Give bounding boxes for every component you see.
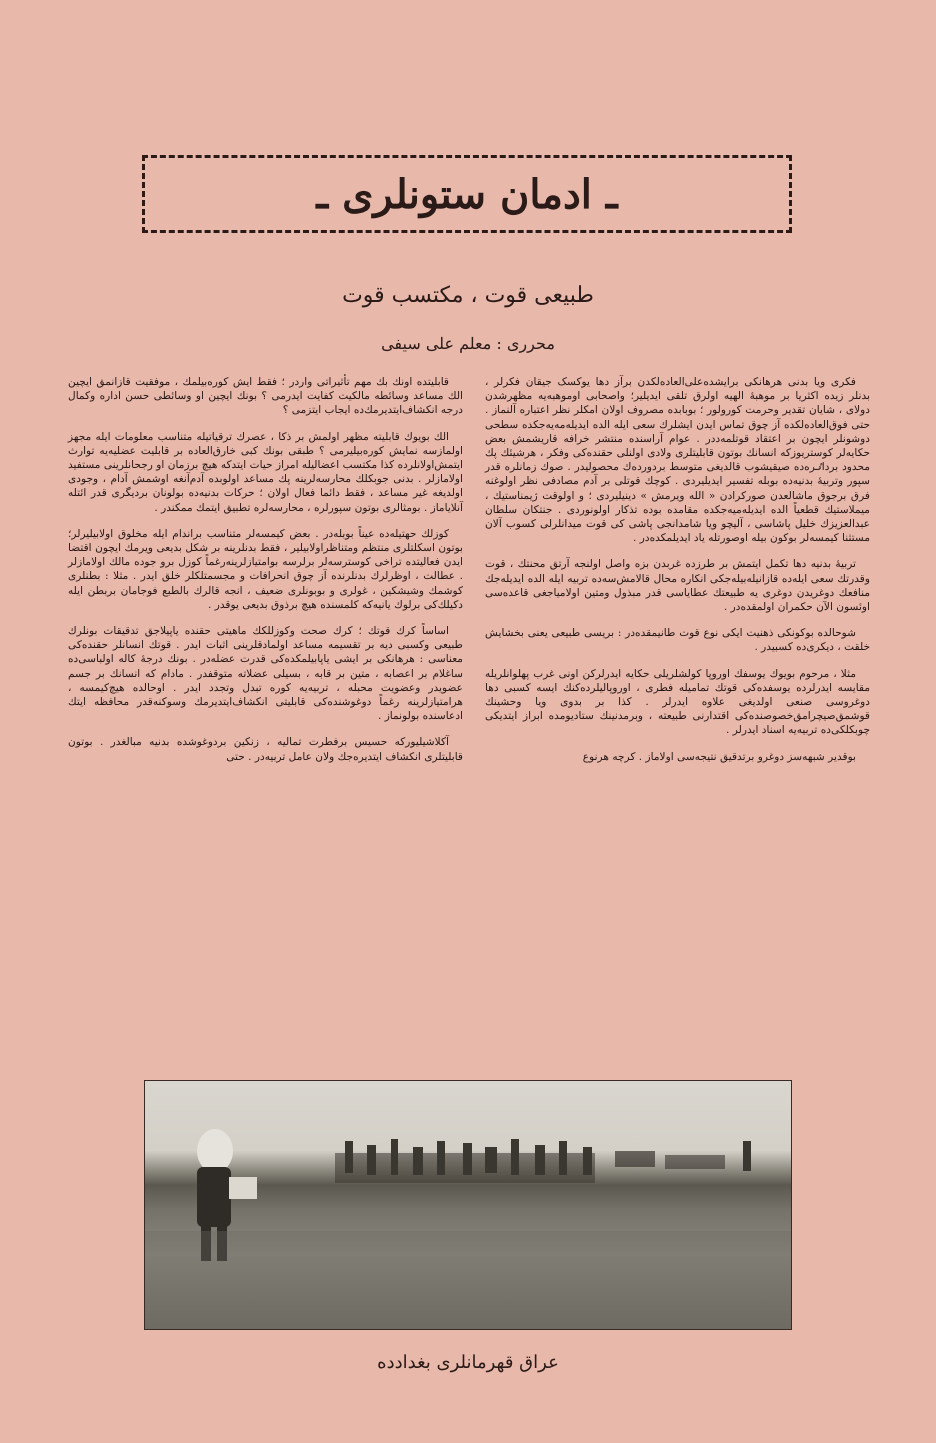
paragraph: فکری ویا بدنی هرهانکی برایشده‌علی‌العاده‌لکدن برآز دها یوکسک جیقان فکرلر ، بدنلر زیده اکثریا بر موهبهٔ الهیه اولرق تلقی ایدیلیر؛ واصحابی اوموهبه‌یه مظهرشدن دولای ، شایان تقدیر وحرمت کورولور ؛ بوبابده مصروف اولان امکلر نظر اعتباره آلنماز . حتی فوق‌العاده‌لکده آز چوق تماس ایدن ایشلرك سعی ایله الده ایدیله‌مه‌یه‌جکده سطحی دوشونلر ایچون بر اعتقاد قوتلمه‌ددر . عوام آراسنده منتشر خرافه قاریشمش بعض حکایه‌لر کوستریوزکه انسانك بوتون قابلیتلری ولادی اولنلی حقنده‌کی وفکر ، هرشیئك پك محدود برداٸره‌ده صیقیشوب قالدیغی متوسط بردورده‌ك محصولیدر . صوك زمانلره قدر سپور وتربیهٔ بدنیه‌ده بوبله تفسیر ایدیلیردی . کوچك قوتلی بر آدم مصادفی نظر اولوغنه فرق برجوق ماشالعدن صورکرادن « الله ویرمش » دینیلیردی ؛ و اولوقت ژیمناستیك ، میملاستیك قطعیاً الده ایدیله‌میه‌جکده مقامده بوده تذکار اولونوردی . جنتکان سلطان عبدالعزیزك خلیل پاشاسی ، آلیچو ویا شامدانجی پاشی کی قوت میدانلرلی کسوب آلان مستثنا کیمسه‌لر بوکون بیله اوصورتله یاد ایدیلمکده‌در . (485, 376, 870, 545)
section-header-title: ـ ادمان ستونلری ـ (316, 170, 618, 218)
paragraph: تربیهٔ بدنیه دها تکمل ایتمش بر طرزده غربدن بزه واصل اولنجه آرتق محنتك ، قوت وقدرتك سعی ایله‌ده قازانیله‌بیله‌جکی انکاره محال قالامش‌سه‌ده تربیه ایله الده ایدیله‌جك منافعك دوغریدن دوغری یه طبیعتك عطایاسی قدر مبذول ومتین اولامیاجغی قاعده‌سی اوئسون الآن حکمران اولمقده‌در . (485, 558, 870, 614)
paragraph: الك بویوك قابلیته مظهر اولمش بر ذکا ، عصرك ترقیاتیله متناسب معلومات ایله مجهز اولمازسه نمایش کوره‌بیلیرمی ؟ طبقی بونك کبی خارق‌العاده بر قابلیت عضلیه‌یه توارث ایتمش‌اولانلرده کذا مکتسب اعضالیله امراز حیات ایتدکه هیچ برزمان او رجحانلرینی مستفید اولامازلر . بدنی جوبکلك محارسه‌لرینه پك مساعد اولوبده آدم‌آنغه اوشمش آدام ، وجودی اولدیغه غیر مساعد ، فقط دائما فعال اولان ؛ حرکات بدنیه‌ده بولونان بردیگری قدر ائتله آنلایاماز . بومثالری بوتون سپورلره ، محارسه‌لره تطبیق ایتمك ممکندر . (68, 430, 463, 514)
photo-scene-icon (145, 1081, 791, 1329)
paragraph: قابلیتده اونك بك مهم تأثیراتی واردر ؛ فقط ایش کوره‌بیلمك ، موفقیت قازانمق ایچین الك مساعد وسائطه مالکیت کفایت ایدرمی ؟ بونك ایچین او وسائطی حسن اداره وکمال درجه انکشاف‌ایتدیرمك‌ده ایجاب ایتزمی ؟ (68, 376, 463, 417)
photo-caption: عراق قهرمانلری بغدادده (377, 1352, 559, 1373)
paragraph: شوحالده بوکونکی ذهنیت ایکی نوع قوت طانیمقده‌در : بریسی طبیعی یعنی بخشایش خلقت ، دیکری‌ده کسبیدر . (485, 627, 870, 654)
paragraph: آکلاشیلیورکه حسیس برفطرت تمالیه ، زنکین بردوغوشده بدنیه مبالغدر . بوتون قابلیتلری انکشاف ایتدیره‌جك ولان عامل تربیه‌در . حتی (68, 736, 463, 763)
news-photo (144, 1080, 792, 1330)
article-byline: محرری : معلم علی سیفی (381, 334, 555, 353)
article-title: طبیعی قوت ، مکتسب قوت (342, 283, 594, 308)
paragraph: مثلا ، مرحوم بویوك یوسفك اوروپا کولشلریلی حکایه ایدرلرکن اونی غرب پهلوانلریله مقایسه ایدرلرده یوسفده‌کی قوتك تمامیله فطری ، اوروپالیلرده‌کنك ایسه کسبی دها دوغروسی صنعی اولدیغی علاوه ایدرلر . کذا بر بدوی ویا وحشینك قوشمق‌صیچرامق‌خصوصنده‌کی اقتدارنی طبیعته ، وبرمدنینك ستادیومده ابراز ایتدیکی چوبکلکی‌ده تربیه‌یه اسناد ایدرلر . (485, 667, 870, 737)
paragraph: اساساً کرك قوتك ؛ کرك صحت وکوزللکك ماهیتی حقنده یاپیلاجق تدقیقات بونلرك طبیعی وکسبی دیه بر تقسیمه مساعد اولمادقلرینی اثبات ایدر . قوتك انسانلر حقنده‌کی معناسی : هرهانکی بر ایشی یاپابیلمکده‌کی قدرت عضله‌در . بونك درجهٔ کاله اولباسی‌ده ساغلام بر اعصابه ، متین بر قابه ، بسیلی عضلاته متوقفدر . مادام که انسانك بر جسم عضویدر وعضویت محبله ، تربیه‌یه کوره تبدل وتجدد ایدر . اوحالده هیچ‌کیمسه ، هرامتیازلرینه رغماً دوغوشنده‌کی قابلیتی انکشاف‌ایتدیرمك وسوکنه‌قدر محافظه ایتك ادعاسنده بولونماز . (68, 625, 463, 723)
paragraph: کوزلك حهتیله‌ده عیناً بوبله‌در . بعض کیمسه‌لر متناسب براندام ایله مخلوق اولابیلیرلر؛ بوتون اسکلتلری منتظم ومتناظراولابیلیر ، فقط بدنلرینه بر شکل بدیعی ویرمك ایچون اقتضا ایدن فعالیتده تراخی کوسترسه‌لر برلرسه بوامتیازلرینه‌رغماً کوزل برو جوده مالك اولامازلر . عطالت ، اوظرلرك بدنلرنده آز چوق انحرافات و مجسمتلکلر خلق ایدر . مثلا : بطنلری کوشمك وشیشکین ، غولرى و بوبونلری ضعیف ، انجه قالرك بالطبع فوجامان بربطن ایله دکیلك‌کی برلوك یانیه‌که کلمسنده هیچ برذوق بدیعی یوقدر . (68, 527, 463, 611)
article-column-right (485, 375, 870, 776)
paragraph: بوقدیر شبهه‌سز دوغرو برتدقیق نتیجه‌سی اولاماز . کرچه هرنوع (582, 750, 856, 763)
article-column-left (68, 375, 463, 776)
section-header-box (142, 155, 792, 233)
